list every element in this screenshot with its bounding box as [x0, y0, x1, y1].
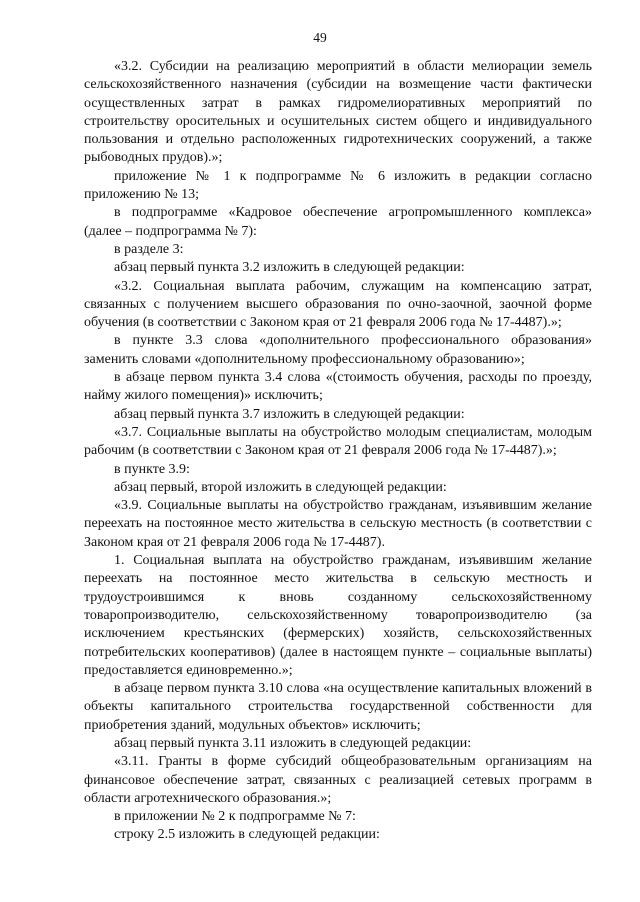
paragraph: в подпрограмме «Кадровое обеспечение агропромышленного комплекса» (далее – подпрограмма № 7): [84, 205, 592, 239]
paragraph: «3.2. Субсидии на реализацию мероприятий в области мелиорации земель сельскохозяйственного назначения (субсидии на возмещение части фактически осуществленных затрат в рамках гидромелиоративных мероприятий по строительству оросительных и осушительных систем общего и индивидуального пользования и отдельно расположенных гидротехнических сооружений, а также рыбоводных прудов).»; [84, 59, 592, 166]
paragraph: абзац первый, второй изложить в следующей редакции: [114, 479, 447, 495]
paragraph: приложение № 1 к подпрограмме № 6 изложить в редакции согласно приложению № 13; [84, 168, 592, 203]
paragraph: абзац первый пункта 3.11 изложить в следующей редакции: [114, 735, 472, 751]
paragraph: в разделе 3: [114, 241, 184, 257]
paragraph: строку 2.5 изложить в следующей редакции: [114, 827, 380, 843]
paragraph: в абзаце первом пункта 3.4 слова «(стоимость обучения, расходы по проезду, найму жилого помещения)» исключить; [84, 370, 592, 404]
document-body [84, 58, 592, 845]
paragraph: «3.2. Социальная выплата рабочим, служащим на компенсацию затрат, связанных с получением высшего образования по очно-заочной, заочной форме обучения (в соответствии с Законом края от 21 февраля 2006 года № 17-4487).»; [84, 278, 592, 331]
page-number: 49 [313, 30, 327, 45]
paragraph: абзац первый пункта 3.7 изложить в следующей редакции: [114, 406, 465, 422]
paragraph: «3.9. Социальные выплаты на обустройство гражданам, изъявившим желание переехать на постоянное место жительства в сельскую местность (в соответствии с Законом края от 21 февраля 2006 года № 17-4487). [84, 498, 592, 550]
paragraph: в пункте 3.9: [114, 461, 190, 477]
paragraph: абзац первый пункта 3.2 изложить в следующей редакции: [114, 260, 465, 276]
paragraph: в пункте 3.3 слова «дополнительного профессионального образования» заменить словами «дополнительному профессиональному образованию»; [84, 333, 592, 367]
paragraph: 1. Социальная выплата на обустройство гражданам, изъявившим желание переехать на постоянное место жительства в сельскую местность и трудоустроившимся к вновь созданному сельскохозяйственному товаропроизводителю, сельскохозяйственному товаропроизводителю (за исключением крестьянских (фермерских) хозяйств, сельскохозяйственных потребительских кооперативов) (далее в настоящем пункте – социальные выплаты) предоставляется единовременно.»; [84, 553, 592, 678]
paragraph: «3.11. Гранты в форме субсидий общеобразовательным организациям на финансовое обеспечение затрат, связанных с реализацией сетевых программ в области агротехнического образования.»; [84, 754, 592, 806]
paragraph: «3.7. Социальные выплаты на обустройство молодым специалистам, молодым рабочим (в соответствии с Законом края от 21 февраля 2006 года № 17-4487).»; [84, 424, 592, 459]
paragraph: в абзаце первом пункта 3.10 слова «на осуществление капитальных вложений в объекты капитального строительства государственной собственности для приобретения зданий, модульных объектов» исключить; [84, 681, 592, 733]
paragraph: в приложении № 2 к подпрограмме № 7: [114, 809, 356, 825]
